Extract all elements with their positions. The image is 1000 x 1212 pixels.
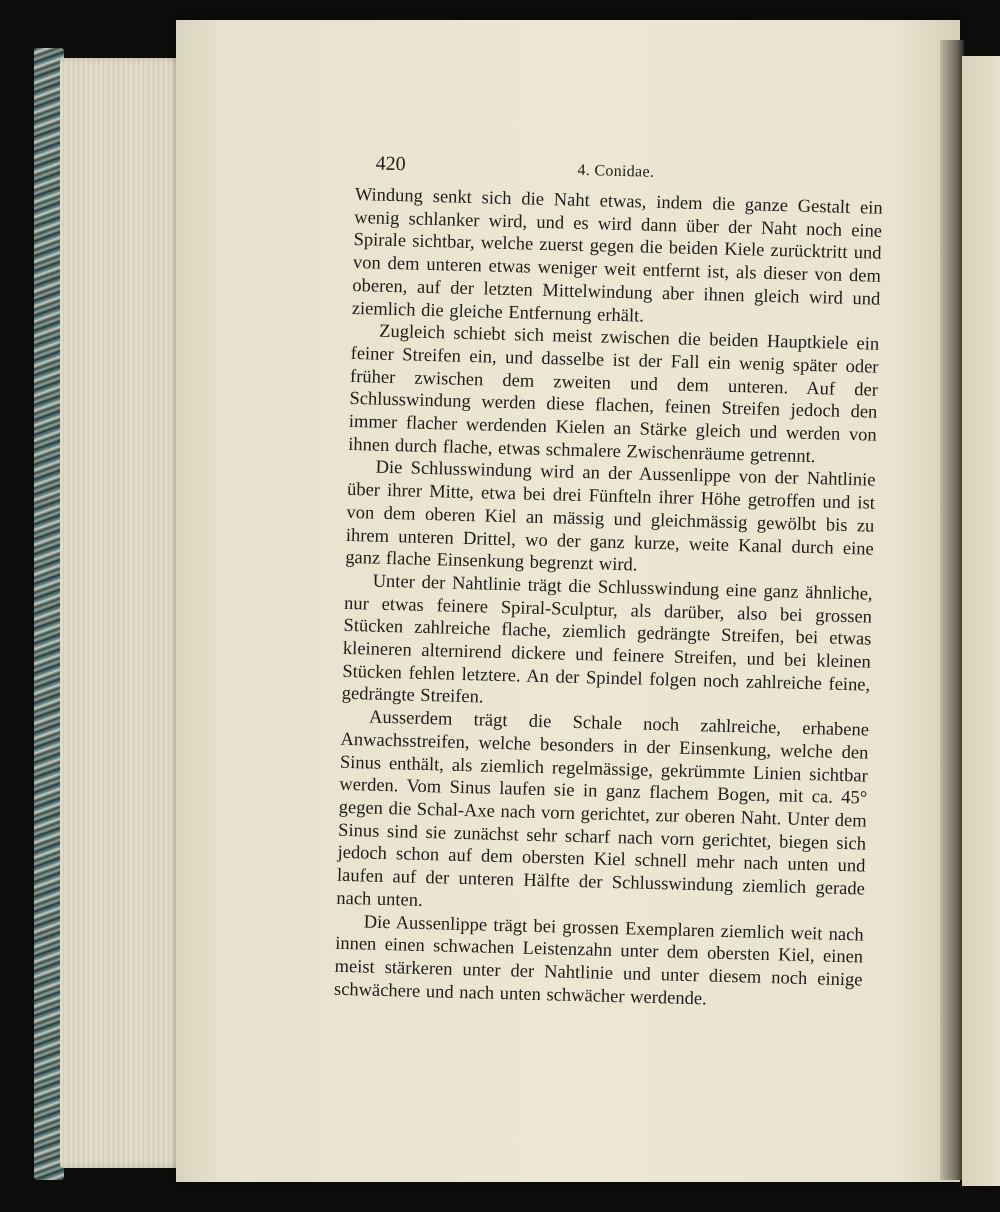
paragraph-3: Die Schlusswindung wird an der Aussenlippe von der Nahtlinie über ihrer Mitte, etwa bei drei Fünfteln ihrer Höhe getroffen und ist von dem oberen Kiel an mässig und gleichmässig gewölbt bis zu ihrem unteren Drittel, wo der ganz kurze, weite Kanal durch eine ganz flache Einsenkung begrenzt wird. bbox=[345, 458, 876, 576]
paragraph-1: Windung senkt sich die Naht etwas, indem die ganze Gestalt ein wenig schlanker wird, und es wird dann über der Naht noch eine Spirale sichtbar, welche zuerst gegen die beiden Kiele zurücktritt und von dem unteren etwas weniger weit entfernt ist, als dieser von dem oberen, auf der letzten Mittelwindung aber ihnen gleich wird und ziemlich die gleiche Entfernung erhält. bbox=[351, 184, 883, 327]
paragraph-6: Die Aussenlippe trägt bei grossen Exemplaren ziemlich weit nach innen einen schwachen Leistenzahn unter dem obersten Kiel, einen meist stärkeren unter der Nahtlinie und unter diesem noch einige schwächere und nach unten schwächer werdende. bbox=[333, 911, 864, 1010]
page-number: 420 bbox=[375, 152, 406, 176]
paragraph-5: Ausserdem trägt die Schale noch zahlreiche, erhabene Anwachsstreifen, welche besonders in der Einsenkung, welche den Sinus enthält, als ziemlich regelmässige, gekrümmte Linien sichtbar werden. Vom Sinus laufen sie in ganz flachem Bogen, mit ca. 45° gegen die Schal-Axe nach vorn gerichtet, zur oberen Naht. Unter dem Sinus sind sie zunächst sehr scharf nach vorn gerichtet, biegen sich jedoch schon auf dem obersten Kiel schnell mehr nach unten und laufen auf der unteren Hälfte der Schlusswindung ziemlich gerade nach unten. bbox=[336, 707, 870, 911]
paragraph-2: Zugleich schiebt sich meist zwischen die beiden Hauptkiele ein feiner Streifen ein, und dasselbe ist der Fall ein wenig später oder früher zwischen dem zweiten und dem unteren. Auf der Schlusswindung werden diese flachen, feinen Streifen jedoch den immer flacher werdenden Kielen an Stärke gleich und werden von ihnen durch flache, etwas schmalere Zwischenräume getrennt. bbox=[348, 321, 880, 467]
facing-page-edge bbox=[962, 56, 1000, 1186]
running-head: 4. Conidae. bbox=[577, 161, 655, 181]
paragraph-4: Unter der Nahtlinie trägt die Schlusswindung eine ganz ähnliche, nur etwas feinere Spiral-Sculptur, als darüber, also bei grossen Stücken zahlreiche flache, ziemlich gedrängte Streifen, bei etwas kleineren alternirend dickere und feinere Streifen, und bei kleinen Stücken fehlen letztere. An der Spindel folgen noch zahlreiche feine, gedrängte Streifen. bbox=[341, 571, 873, 708]
page-content bbox=[334, 150, 884, 1015]
book-gutter bbox=[940, 40, 964, 1180]
